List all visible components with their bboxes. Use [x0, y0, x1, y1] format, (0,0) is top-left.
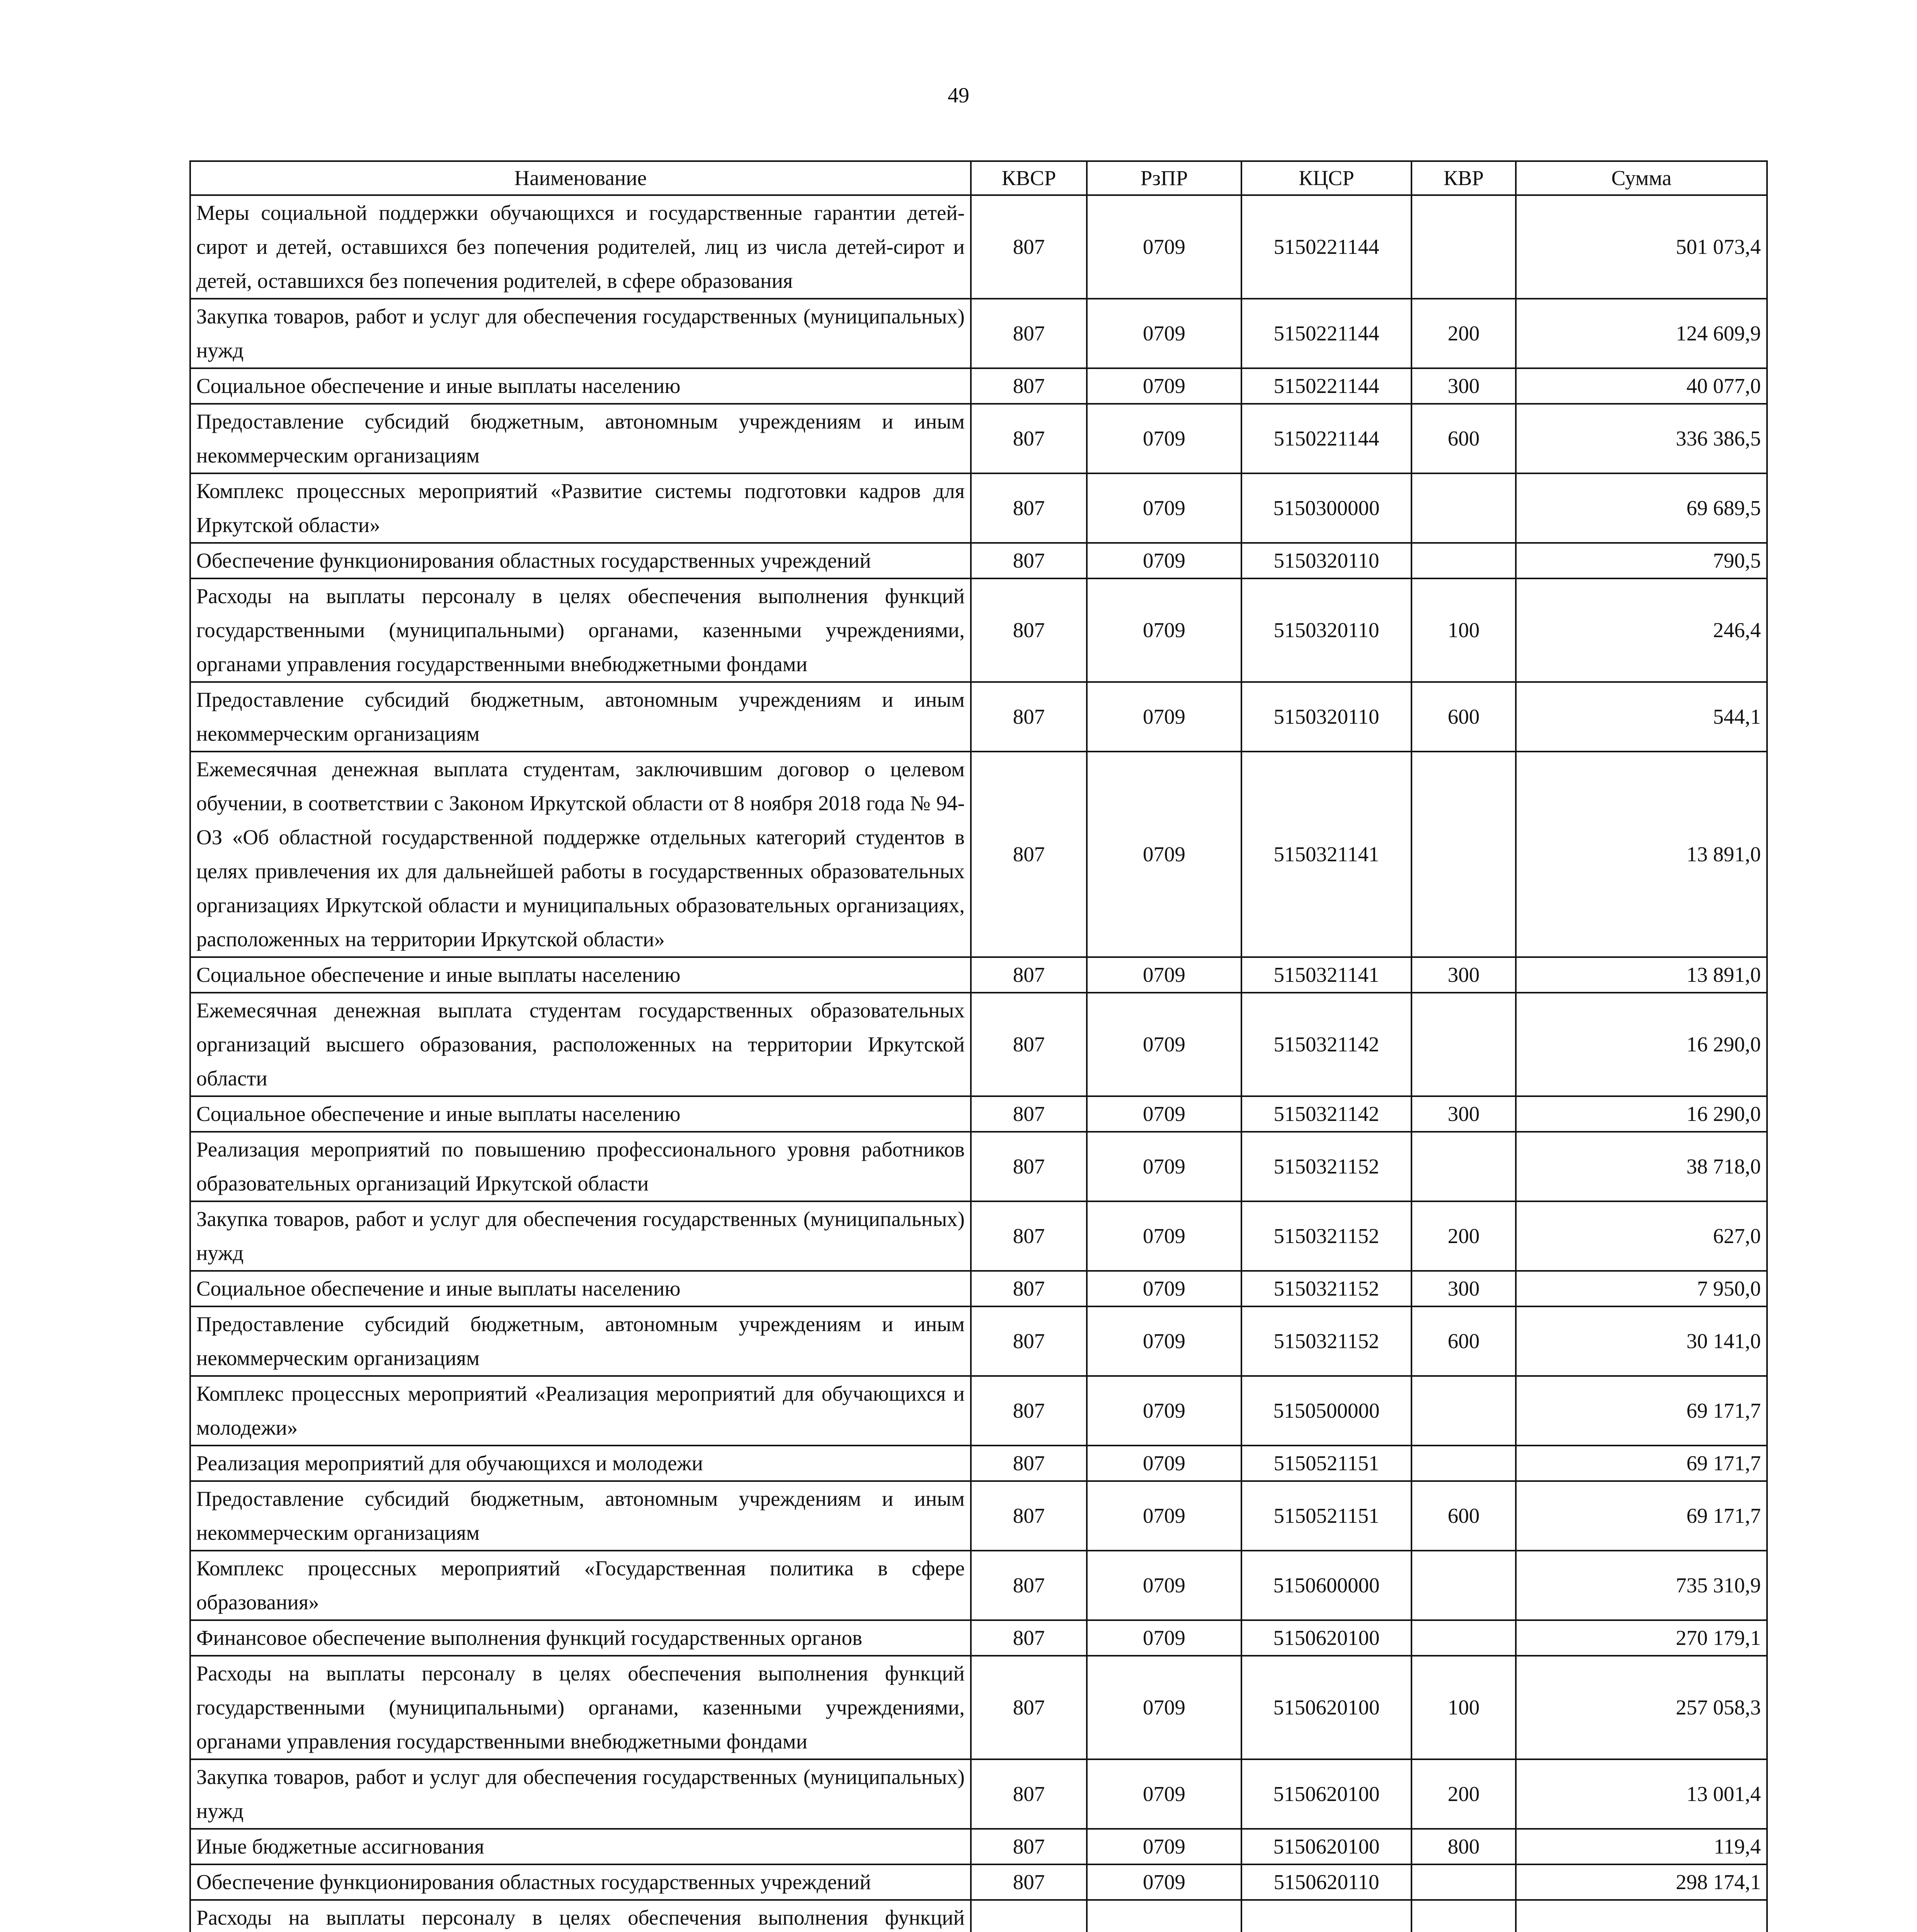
- cell-name: Социальное обеспечение и иные выплаты населению: [190, 957, 971, 993]
- cell-kvr: [1411, 1900, 1516, 1932]
- cell-rzpr: 0709: [1087, 1551, 1241, 1620]
- cell-kcsr: 5150221144: [1241, 195, 1411, 299]
- cell-sum: 119,4: [1516, 1829, 1767, 1864]
- table-row: [190, 404, 1767, 473]
- table-row: [190, 1620, 1767, 1656]
- cell-kvr: 100: [1411, 1656, 1516, 1759]
- cell-kvr: 300: [1411, 1096, 1516, 1132]
- cell-name: Обеспечение функционирования областных государственных учреждений: [190, 1864, 971, 1900]
- cell-kvr: 200: [1411, 1759, 1516, 1829]
- cell-kvsr: 807: [971, 1620, 1087, 1656]
- cell-sum: 257 058,3: [1516, 1656, 1767, 1759]
- cell-rzpr: 0709: [1087, 473, 1241, 543]
- cell-name: Ежемесячная денежная выплата студентам, заключившим договор о целевом обучении, в соответствии с Законом Иркутской области от 8 ноября 2018 года № 94-ОЗ «Об областной государственной поддержке отдельных категорий студентов в целях привлечения их для дальнейшей работы в государственных образовательных организациях Иркутской области и муниципальных образовательных организациях, расположенных на территории Иркутской области»: [190, 752, 971, 957]
- cell-kvsr: 807: [971, 1829, 1087, 1864]
- cell-sum: 7 950,0: [1516, 1271, 1767, 1306]
- table-row: [190, 368, 1767, 404]
- table-row: [190, 473, 1767, 543]
- cell-rzpr: 0709: [1087, 993, 1241, 1096]
- cell-kvsr: 807: [971, 957, 1087, 993]
- cell-name: Предоставление субсидий бюджетным, автономным учреждениям и иным некоммерческим организациям: [190, 1306, 971, 1376]
- header-kcsr: КЦСР: [1241, 161, 1411, 195]
- cell-sum: 124 609,9: [1516, 299, 1767, 368]
- cell-kvr: 300: [1411, 957, 1516, 993]
- table-row: [190, 299, 1767, 368]
- cell-kcsr: 5150320110: [1241, 578, 1411, 682]
- cell-kvr: [1411, 1551, 1516, 1620]
- cell-kvr: 800: [1411, 1829, 1516, 1864]
- cell-kvsr: 807: [971, 473, 1087, 543]
- table-row: [190, 1132, 1767, 1201]
- table-row: [190, 1900, 1767, 1932]
- cell-kvsr: 807: [971, 368, 1087, 404]
- cell-rzpr: 0709: [1087, 1306, 1241, 1376]
- cell-sum: 40 077,0: [1516, 368, 1767, 404]
- cell-kcsr: 5150320110: [1241, 682, 1411, 752]
- cell-kcsr: 5150600000: [1241, 1551, 1411, 1620]
- cell-kvsr: 807: [971, 1864, 1087, 1900]
- cell-name: Комплекс процессных мероприятий «Развитие системы подготовки кадров для Иркутской области»: [190, 473, 971, 543]
- table-row: [190, 1864, 1767, 1900]
- cell-kvr: 600: [1411, 404, 1516, 473]
- cell-kvsr: 807: [971, 1446, 1087, 1481]
- cell-name: Закупка товаров, работ и услуг для обеспечения государственных (муниципальных) нужд: [190, 1759, 971, 1829]
- cell-sum: 246,4: [1516, 578, 1767, 682]
- cell-kvr: [1411, 473, 1516, 543]
- cell-rzpr: 0709: [1087, 1864, 1241, 1900]
- cell-kvsr: 807: [971, 1481, 1087, 1551]
- cell-kvsr: 807: [971, 404, 1087, 473]
- header-sum: Сумма: [1516, 161, 1767, 195]
- cell-sum: 16 290,0: [1516, 993, 1767, 1096]
- cell-rzpr: 0709: [1087, 957, 1241, 993]
- header-rzpr: РзПР: [1087, 161, 1241, 195]
- cell-rzpr: 0709: [1087, 1829, 1241, 1864]
- cell-kcsr: [1241, 1900, 1411, 1932]
- table-row: [190, 1271, 1767, 1306]
- cell-rzpr: 0709: [1087, 1481, 1241, 1551]
- table-row: [190, 957, 1767, 993]
- cell-kcsr: 5150300000: [1241, 473, 1411, 543]
- cell-rzpr: 0709: [1087, 1376, 1241, 1446]
- cell-name: Предоставление субсидий бюджетным, автономным учреждениям и иным некоммерческим организациям: [190, 682, 971, 752]
- cell-kvsr: 807: [971, 752, 1087, 957]
- cell-rzpr: 0709: [1087, 299, 1241, 368]
- cell-kvsr: 807: [971, 299, 1087, 368]
- cell-kvsr: 807: [971, 1656, 1087, 1759]
- cell-sum: [1516, 1900, 1767, 1932]
- page-number: 49: [948, 83, 969, 107]
- cell-kcsr: 5150321152: [1241, 1132, 1411, 1201]
- cell-rzpr: 0709: [1087, 752, 1241, 957]
- cell-rzpr: 0709: [1087, 682, 1241, 752]
- cell-kcsr: 5150620110: [1241, 1864, 1411, 1900]
- cell-kvr: 600: [1411, 682, 1516, 752]
- cell-sum: 790,5: [1516, 543, 1767, 578]
- table-row: [190, 1481, 1767, 1551]
- cell-name: Социальное обеспечение и иные выплаты населению: [190, 368, 971, 404]
- cell-kcsr: 5150221144: [1241, 368, 1411, 404]
- header-name: Наименование: [190, 161, 971, 195]
- cell-kcsr: 5150321152: [1241, 1306, 1411, 1376]
- table-row: [190, 1656, 1767, 1759]
- cell-rzpr: 0709: [1087, 1446, 1241, 1481]
- cell-sum: 69 171,7: [1516, 1481, 1767, 1551]
- cell-name: Финансовое обеспечение выполнения функций государственных органов: [190, 1620, 971, 1656]
- cell-kcsr: 5150320110: [1241, 543, 1411, 578]
- cell-name: Предоставление субсидий бюджетным, автономным учреждениям и иным некоммерческим организациям: [190, 1481, 971, 1551]
- table-row: [190, 993, 1767, 1096]
- cell-kvsr: 807: [971, 195, 1087, 299]
- cell-kcsr: 5150321142: [1241, 993, 1411, 1096]
- table-body: [190, 195, 1767, 1932]
- cell-name: Иные бюджетные ассигнования: [190, 1829, 971, 1864]
- table-row: [190, 1096, 1767, 1132]
- cell-kvr: [1411, 993, 1516, 1096]
- cell-kvr: 300: [1411, 1271, 1516, 1306]
- cell-name: Расходы на выплаты персоналу в целях обеспечения выполнения функций государственными (муниципальными) органами, казенными учреждениями, органами управления государственными внебюджетными фондами: [190, 578, 971, 682]
- cell-kvr: 300: [1411, 368, 1516, 404]
- cell-sum: 501 073,4: [1516, 195, 1767, 299]
- cell-kcsr: 5150521151: [1241, 1481, 1411, 1551]
- cell-kcsr: 5150500000: [1241, 1376, 1411, 1446]
- cell-kvr: [1411, 1620, 1516, 1656]
- cell-kvsr: 807: [971, 682, 1087, 752]
- cell-kvr: 100: [1411, 578, 1516, 682]
- cell-kvsr: 807: [971, 1271, 1087, 1306]
- cell-sum: 69 171,7: [1516, 1446, 1767, 1481]
- cell-kcsr: 5150521151: [1241, 1446, 1411, 1481]
- cell-sum: 69 171,7: [1516, 1376, 1767, 1446]
- cell-sum: 38 718,0: [1516, 1132, 1767, 1201]
- cell-kvr: 600: [1411, 1481, 1516, 1551]
- cell-sum: 735 310,9: [1516, 1551, 1767, 1620]
- cell-kcsr: 5150620100: [1241, 1656, 1411, 1759]
- cell-kvsr: 807: [971, 1132, 1087, 1201]
- cell-sum: 16 290,0: [1516, 1096, 1767, 1132]
- cell-rzpr: 0709: [1087, 1201, 1241, 1271]
- cell-rzpr: 0709: [1087, 1096, 1241, 1132]
- cell-kvr: 200: [1411, 299, 1516, 368]
- cell-kvsr: 807: [971, 1759, 1087, 1829]
- table-row: [190, 195, 1767, 299]
- cell-rzpr: 0709: [1087, 1656, 1241, 1759]
- cell-name: Закупка товаров, работ и услуг для обеспечения государственных (муниципальных) нужд: [190, 1201, 971, 1271]
- cell-kcsr: 5150321141: [1241, 752, 1411, 957]
- cell-kcsr: 5150321142: [1241, 1096, 1411, 1132]
- cell-kcsr: 5150221144: [1241, 299, 1411, 368]
- cell-name: Ежемесячная денежная выплата студентам государственных образовательных организаций высшего образования, расположенных на территории Иркутской области: [190, 993, 971, 1096]
- cell-name: Социальное обеспечение и иные выплаты населению: [190, 1271, 971, 1306]
- cell-sum: 13 001,4: [1516, 1759, 1767, 1829]
- cell-kvr: [1411, 195, 1516, 299]
- cell-kcsr: 5150221144: [1241, 404, 1411, 473]
- cell-rzpr: 0709: [1087, 1271, 1241, 1306]
- cell-rzpr: 0709: [1087, 1132, 1241, 1201]
- cell-name: Расходы на выплаты персоналу в целях обеспечения выполнения функций государственными (муниципальными) органами, казенными учреждениями, органами управления государственными внебюджетными фондами: [190, 1656, 971, 1759]
- cell-kvr: [1411, 1864, 1516, 1900]
- cell-name: Комплекс процессных мероприятий «Реализация мероприятий для обучающихся и молодежи»: [190, 1376, 971, 1446]
- table-header-row: [190, 161, 1767, 195]
- cell-kvr: [1411, 1132, 1516, 1201]
- cell-rzpr: 0709: [1087, 1620, 1241, 1656]
- cell-sum: 13 891,0: [1516, 957, 1767, 993]
- cell-kvsr: 807: [971, 1551, 1087, 1620]
- cell-name: Меры социальной поддержки обучающихся и государственные гарантии детей-сирот и детей, оставшихся без попечения родителей, лиц из числа детей-сирот и детей, оставшихся без попечения родителей, в сфере образования: [190, 195, 971, 299]
- table-row: [190, 1201, 1767, 1271]
- cell-kcsr: 5150321152: [1241, 1201, 1411, 1271]
- cell-kvr: 200: [1411, 1201, 1516, 1271]
- cell-kcsr: 5150620100: [1241, 1829, 1411, 1864]
- cell-rzpr: 0709: [1087, 1759, 1241, 1829]
- budget-table: [189, 160, 1768, 1932]
- cell-sum: 13 891,0: [1516, 752, 1767, 957]
- cell-name: Реализация мероприятий для обучающихся и молодежи: [190, 1446, 971, 1481]
- cell-kvsr: 807: [971, 543, 1087, 578]
- cell-rzpr: [1087, 1900, 1241, 1932]
- cell-name: Комплекс процессных мероприятий «Государственная политика в сфере образования»: [190, 1551, 971, 1620]
- cell-kvsr: 807: [971, 1096, 1087, 1132]
- cell-kcsr: 5150620100: [1241, 1620, 1411, 1656]
- cell-rzpr: 0709: [1087, 368, 1241, 404]
- cell-sum: 544,1: [1516, 682, 1767, 752]
- cell-rzpr: 0709: [1087, 404, 1241, 473]
- table-row: [190, 1829, 1767, 1864]
- table-row: [190, 1376, 1767, 1446]
- cell-kvsr: 807: [971, 578, 1087, 682]
- cell-kcsr: 5150620100: [1241, 1759, 1411, 1829]
- cell-kvr: [1411, 543, 1516, 578]
- table-row: [190, 1759, 1767, 1829]
- cell-kvsr: [971, 1900, 1087, 1932]
- cell-kvr: [1411, 752, 1516, 957]
- cell-sum: 336 386,5: [1516, 404, 1767, 473]
- table-row: [190, 578, 1767, 682]
- cell-rzpr: 0709: [1087, 578, 1241, 682]
- cell-sum: 270 179,1: [1516, 1620, 1767, 1656]
- cell-kvsr: 807: [971, 1306, 1087, 1376]
- cell-sum: 627,0: [1516, 1201, 1767, 1271]
- cell-name: Закупка товаров, работ и услуг для обеспечения государственных (муниципальных) нужд: [190, 299, 971, 368]
- cell-rzpr: 0709: [1087, 543, 1241, 578]
- cell-rzpr: 0709: [1087, 195, 1241, 299]
- table-row: [190, 1306, 1767, 1376]
- cell-name: Расходы на выплаты персоналу в целях обеспечения выполнения функций: [190, 1900, 971, 1932]
- cell-kvsr: 807: [971, 1201, 1087, 1271]
- cell-sum: 69 689,5: [1516, 473, 1767, 543]
- cell-kvr: 600: [1411, 1306, 1516, 1376]
- table-row: [190, 543, 1767, 578]
- cell-sum: 298 174,1: [1516, 1864, 1767, 1900]
- cell-kvr: [1411, 1376, 1516, 1446]
- table-row: [190, 1446, 1767, 1481]
- cell-name: Реализация мероприятий по повышению профессионального уровня работников образовательных организаций Иркутской области: [190, 1132, 971, 1201]
- cell-name: Социальное обеспечение и иные выплаты населению: [190, 1096, 971, 1132]
- cell-name: Обеспечение функционирования областных государственных учреждений: [190, 543, 971, 578]
- table-row: [190, 1551, 1767, 1620]
- cell-sum: 30 141,0: [1516, 1306, 1767, 1376]
- cell-kvsr: 807: [971, 993, 1087, 1096]
- header-kvr: КВР: [1411, 161, 1516, 195]
- table-row: [190, 752, 1767, 957]
- cell-kcsr: 5150321152: [1241, 1271, 1411, 1306]
- table-row: [190, 682, 1767, 752]
- cell-name: Предоставление субсидий бюджетным, автономным учреждениям и иным некоммерческим организациям: [190, 404, 971, 473]
- cell-kvr: [1411, 1446, 1516, 1481]
- header-kvsr: КВСР: [971, 161, 1087, 195]
- cell-kcsr: 5150321141: [1241, 957, 1411, 993]
- cell-kvsr: 807: [971, 1376, 1087, 1446]
